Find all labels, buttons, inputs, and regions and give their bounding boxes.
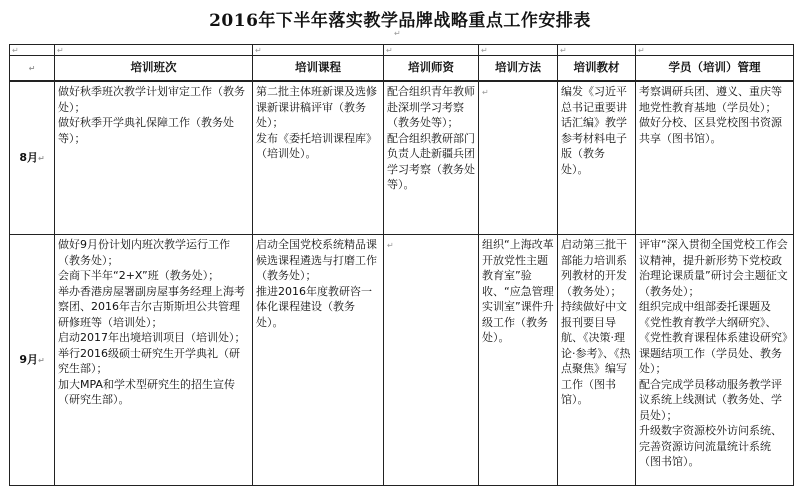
cell-line: 启动2017年出境培训项目（培训处）； (58, 331, 246, 344)
month-cell: 8月↵ (10, 81, 55, 235)
cell-line: 会商下半年“2+X”班（教务处）； (58, 269, 220, 282)
cell-line: 组织完成中组部委托课题及《党性教育教学大纲研究》、《党性教育课程体系建设研究》课题结项工作（学员处、教务处）； (639, 300, 788, 375)
cell-line: 加大MPA和学术型研究生的招生宣传（研究生部）。 (58, 377, 235, 406)
courses-cell (253, 81, 384, 235)
spacer-cell: ↵ (479, 45, 558, 56)
cell-line: 考察调研兵团、遵义、重庆等地党性教育基地（学员处）； (639, 85, 782, 114)
cell-line: 做好分校、区县党校图书资源共享（图书馆）。 (639, 116, 782, 145)
table-row-august (10, 81, 794, 235)
spacer-cell: ↵ (558, 45, 636, 56)
teachers-cell (384, 81, 479, 235)
cell-line: 启动第三批干部能力培训系列教材的开发（教务处）； (561, 238, 627, 298)
empty-cell-mark: ↵ (387, 241, 394, 250)
spacer-cell: ↵ (55, 45, 253, 56)
cell-line: 做好秋季开学典礼保障工作（教务处等）； (58, 116, 234, 145)
page-title: 2016年下半年落实教学品牌战略重点工作安排表 (209, 11, 591, 31)
header-cell-courses: 培训课程 (253, 56, 384, 82)
cell-line: 升级数字资源校外访问系统、完善资源访问流量统计系统（图书馆）。 (639, 424, 782, 468)
header-cell-methods: 培训方法 (479, 56, 558, 82)
cell-line: 推进2016年度教研咨一体化课程建设（教务处）。 (256, 284, 372, 329)
materials-cell (558, 81, 636, 235)
table-spacer-row (10, 45, 794, 56)
courses-cell (253, 235, 384, 486)
month-cell: 9月↵ (10, 235, 55, 486)
cell-line: 启动全国党校系统精品课候选课程遴选与打磨工作（教务处）； (256, 238, 377, 282)
cell-line: 持续做好中文报刊要目导航、《决策·理论·参考》、《热点聚焦》编写工作（图书馆）。 (561, 300, 631, 406)
teachers-cell (384, 235, 479, 486)
cell-line: 发布《委托培训课程库》（培训处）。 (256, 131, 377, 160)
spacer-cell: ↵ (636, 45, 794, 56)
table-row-september (10, 235, 794, 486)
cell-line: 举行2016级硕士研究生开学典礼（研究生部）； (58, 346, 240, 375)
cell-line: 举办香港房屋署副房屋事务经理上海考察团、2016年吉尔吉斯斯坦公共管理研修班等（培训处）； (58, 284, 245, 329)
header-cell-teachers: 培训师资 (384, 56, 479, 82)
cell-line: 组织“上海改革开放党性主题教育室”验收、“应急管理实训室”课件升级工作（教务处）。 (482, 238, 554, 344)
cell-line: 做好9月份计划内班次教学运行工作（教务处）； (58, 238, 230, 267)
empty-cell-mark: ↵ (482, 88, 489, 97)
table-header-row (10, 56, 794, 82)
spacer-cell: ↵ (253, 45, 384, 56)
classes-cell (55, 235, 253, 486)
methods-cell (479, 235, 558, 486)
header-cell-management: 学员（培训）管理 (636, 56, 794, 82)
cell-line: 编发《习近平总书记重要讲话汇编》教学参考材料电子版（教务处）。 (561, 85, 627, 176)
work-plan-table (9, 44, 794, 486)
cell-line: 第二批主体班新课及选修课新课讲稿评审（教务处）； (256, 85, 377, 129)
cell-line: 配合完成学员移动服务教学评议系统上线测试（教务处、学员处）； (639, 377, 782, 422)
cell-line: 评审“深入贯彻全国党校工作会议精神，提升新形势下党校政治理论课质量”研讨会主题征文（教务处）； (639, 238, 788, 298)
cell-line: 配合组织教研部门负责人赴新疆兵团学习考察（教务处等）。 (387, 131, 475, 191)
materials-cell (558, 235, 636, 486)
cell-line: 配合组织青年教师赴深圳学习考察（教务处等）； (387, 85, 475, 129)
title-paragraph-mark: ↵ (394, 29, 401, 38)
management-cell (636, 81, 794, 235)
methods-cell (479, 81, 558, 235)
classes-cell (55, 81, 253, 235)
cell-line: 做好秋季班次教学计划审定工作（教务处）； (58, 85, 245, 114)
management-cell (636, 235, 794, 486)
spacer-cell: ↵ (10, 45, 55, 56)
header-cell-month: ↵ (10, 56, 55, 82)
header-cell-materials: 培训教材 (558, 56, 636, 82)
spacer-cell: ↵ (384, 45, 479, 56)
header-cell-classes: 培训班次 (55, 56, 253, 82)
